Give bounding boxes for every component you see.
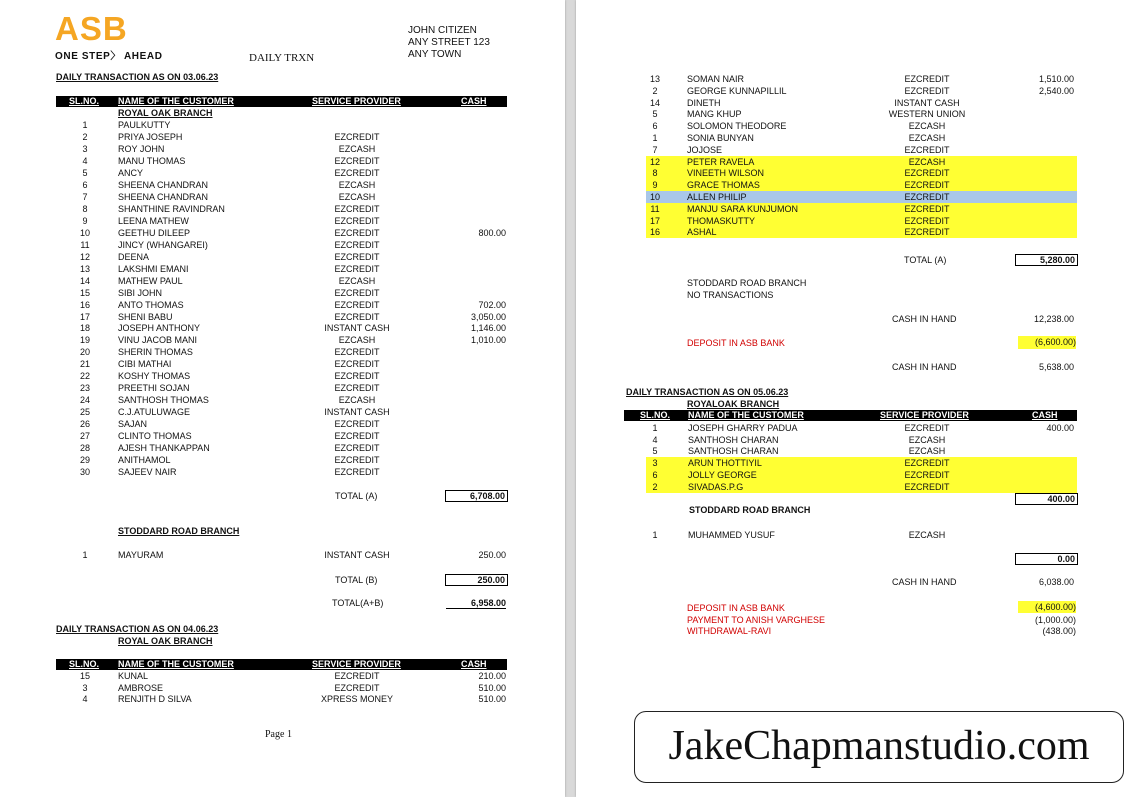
cell-name: MAYURAM [118,550,164,560]
cell-sl: 15 [79,671,90,681]
cell-sl: 30 [79,467,90,478]
table-row [0,203,565,215]
table-row [0,155,565,167]
cell-name: SAJEEV NAIR [118,467,177,478]
col-cash: CASH [461,96,487,106]
cell-provider: INSTANT CASH [324,407,390,418]
cell-sl: 1 [652,423,658,433]
cell-provider: XPRESS MONEY [320,694,394,704]
cell-provider: EZCREDIT [904,203,950,214]
cell-provider: EZCASH [908,133,946,143]
table-row [576,144,1139,156]
cell-cash: 1,010.00 [470,335,506,346]
col-provider: SERVICE PROVIDER [880,410,969,420]
table-header [56,96,507,107]
cell-sl: 18 [79,323,90,334]
cell-name: ANITHAMOL [118,455,171,466]
cell-sl: 2 [652,85,658,96]
cell-provider: EZCREDIT [334,443,380,454]
table-row [0,251,565,263]
cell-name: KOSHY THOMAS [118,371,191,382]
address-line: ANY STREET 123 [408,37,490,48]
cell-name: SANTHOSH CHARAN [688,434,779,445]
total-a-label: TOTAL (A) [904,255,947,265]
cell-sl: 26 [79,419,90,430]
cell-provider: EZCREDIT [904,144,950,155]
cell-name: THOMASKUTTY [687,215,756,226]
table-row [0,418,565,430]
table-row [0,430,565,442]
cell-provider: EZCREDIT [334,155,380,166]
cell-name: ANCY [118,167,144,178]
cell-provider: EZCREDIT [334,239,380,250]
cell-name: SHEENA CHANDRAN [118,191,209,202]
cell-provider: EZCREDIT [334,251,380,262]
document-page-1 [0,0,565,797]
table-row [576,73,1139,85]
no-transactions-note: NO TRANSACTIONS [687,290,774,300]
cell-sl: 19 [79,335,90,346]
cell-sl: 1 [652,530,658,540]
cell-provider: EZCREDIT [904,168,950,179]
cell-name: JOJOSE [687,144,723,155]
cell-sl: 29 [79,455,90,466]
cell-sl: 25 [79,407,90,418]
table-row [0,287,565,299]
total-a-value: 5,280.00 [1015,254,1078,266]
cell-name: CIBI MATHAI [118,359,172,370]
address-block [408,25,490,61]
total-a-value: 6,708.00 [445,490,508,502]
cell-sl: 9 [82,215,88,226]
day1-heading: DAILY TRANSACTION AS ON 03.06.23 [56,72,219,82]
table-row [576,97,1139,109]
table-row [646,226,1077,238]
cell-provider: EZCASH [338,335,376,346]
table-row [0,334,565,346]
cell-sl: 21 [79,359,90,370]
table-row [576,120,1139,132]
cell-sl: 16 [79,299,90,310]
table-row [0,358,565,370]
table-row [0,454,565,466]
cell-name: GRACE THOMAS [687,180,760,191]
cash-in-hand-label: CASH IN HAND [892,314,957,324]
cash-in-hand-value: 5,638.00 [1038,362,1074,372]
cell-sl: 7 [652,144,658,155]
branch-heading: ROYAL OAK BRANCH [118,108,213,118]
cell-name: MANG KHUP [687,109,742,120]
cell-name: ALLEN PHILIP [687,192,747,202]
col-name: NAME OF THE CUSTOMER [118,659,234,669]
table-row [576,422,1139,434]
cell-sl: 10 [79,227,90,238]
cell-sl: 9 [652,180,658,191]
cell-name: SHANTHINE RAVINDRAN [118,203,225,214]
table-row [0,275,565,287]
address-line: JOHN CITIZEN [408,25,477,36]
cell-sl: 24 [79,395,90,406]
cell-provider: EZCREDIT [334,215,380,226]
cell-sl: 12 [79,251,90,262]
cell-sl: 22 [79,371,90,382]
table-row [646,203,1077,215]
cell-provider: EZCREDIT [334,131,380,142]
cell-provider: EZCASH [338,395,376,406]
table-row [646,457,1077,469]
table-row [0,179,565,191]
cell-sl: 8 [82,203,88,214]
table-row [576,132,1139,144]
cell-provider: EZCASH [908,156,946,167]
cell-provider: EZCREDIT [904,192,950,202]
cell-name: SONIA BUNYAN [687,133,754,143]
cash-in-hand-value: 12,238.00 [1033,314,1074,324]
cell-cash: 400.00 [1046,423,1074,433]
table-row [0,370,565,382]
address-line: ANY TOWN [408,49,462,60]
col-name: NAME OF THE CUSTOMER [688,410,804,420]
cell-sl: 5 [82,167,88,178]
col-provider: SERVICE PROVIDER [312,659,401,669]
cell-name: SIBI JOHN [118,287,163,298]
cell-name: JOSEPH GHARRY PADUA [688,423,798,433]
table-row [0,346,565,358]
cell-sl: 1 [652,133,658,143]
table-row [0,167,565,179]
cell-cash: 800.00 [478,227,506,238]
cell-sl: 3 [82,143,88,154]
cell-name: ASHAL [687,227,717,238]
cell-provider: EZCREDIT [904,481,950,492]
deposit-value: (4,600.00) [1018,601,1076,613]
cell-name: SANTHOSH CHARAN [688,446,779,457]
cell-sl: 11 [650,203,660,214]
cell-name: SANTHOSH THOMAS [118,395,209,406]
table-row [646,469,1077,481]
cell-cash: 250.00 [478,550,506,560]
cell-provider: EZCREDIT [904,180,950,191]
table-row [0,227,565,239]
cell-sl: 10 [649,192,660,202]
total-b-value: 250.00 [445,574,508,586]
total-ab-label: TOTAL(A+B) [332,598,384,608]
table-row [576,85,1139,97]
cell-sl: 13 [79,263,90,274]
table-row [0,466,565,478]
branch-heading: ROYALOAK BRANCH [687,399,780,409]
cell-sl: 7 [82,191,88,202]
cell-name: ARUN THOTTIYIL [688,458,762,469]
table-row [576,445,1139,457]
cell-sl: 13 [649,74,660,84]
table-row [646,481,1077,493]
deposit-label: DEPOSIT IN ASB BANK [687,603,785,613]
table-row [0,239,565,251]
document-title: DAILY TRXN [249,52,315,64]
logo-word: ASB [55,10,128,47]
document-page-2 [576,0,1139,797]
cell-name: MATHEW PAUL [118,275,183,286]
cell-name: MANU THOMAS [118,155,186,166]
cell-sl: 4 [652,434,658,445]
cell-provider: EZCREDIT [334,203,380,214]
subtotal-value: 0.00 [1015,553,1078,565]
table-row [646,215,1077,227]
cell-sl: 5 [652,446,658,457]
cell-provider: EZCREDIT [334,419,380,430]
table-row [0,131,565,143]
cell-name: LEENA MATHEW [118,215,189,226]
cell-name: SHEENA CHANDRAN [118,179,209,190]
cell-provider: EZCASH [338,179,376,190]
cell-provider: EZCREDIT [334,455,380,466]
cell-name: PREETHI SOJAN [118,383,190,394]
cell-name: MANJU SARA KUNJUMON [687,203,799,214]
cell-cash: 510.00 [478,694,506,704]
table-row [0,549,565,561]
payment-label: PAYMENT TO ANISH VARGHESE [687,615,826,625]
table-row [0,442,565,454]
cell-cash: 702.00 [478,299,506,310]
cell-provider: EZCREDIT [334,371,380,382]
cell-provider: EZCREDIT [334,311,380,322]
col-sl: SL.NO. [69,659,100,669]
total-a-label: TOTAL (A) [335,491,378,501]
cell-provider: EZCREDIT [904,423,950,433]
cell-sl: 3 [82,682,88,693]
cell-provider: EZCREDIT [334,299,380,310]
table-row [646,191,1077,203]
cell-provider: EZCASH [908,446,946,457]
cell-provider: EZCREDIT [334,383,380,394]
deposit-label: DEPOSIT IN ASB BANK [687,338,785,348]
cell-sl: 2 [82,131,88,142]
cell-sl: 6 [652,469,658,480]
cell-name: VINU JACOB MANI [118,335,198,346]
cell-sl: 1 [82,120,88,130]
table-row [0,119,565,131]
cell-name: SOMAN NAIR [687,74,745,84]
cell-name: PETER RAVELA [687,156,755,167]
cell-sl: 6 [652,121,658,132]
cell-provider: EZCREDIT [334,359,380,370]
cell-cash: 510.00 [478,682,506,693]
cell-provider: EZCREDIT [334,431,380,442]
cell-provider: EZCASH [338,143,376,154]
cell-provider: EZCREDIT [904,215,950,226]
cell-provider: EZCREDIT [334,263,380,274]
cell-provider: EZCASH [338,275,376,286]
cell-sl: 15 [79,287,90,298]
cell-sl: 14 [649,97,660,108]
cell-name: LAKSHMI EMANI [118,263,189,274]
cell-sl: 14 [79,275,90,286]
branch-heading: STODDARD ROAD BRANCH [118,526,240,536]
cell-name: ROY JOHN [118,143,165,154]
cell-provider: WESTERN UNION [888,109,966,120]
cell-sl: 5 [652,109,658,120]
cell-cash: 3,050.00 [470,311,506,322]
table-row [0,693,565,705]
cell-provider: EZCREDIT [334,227,380,238]
cell-sl: 11 [80,239,90,250]
total-ab-value: 6,958.00 [446,598,506,609]
cell-provider: EZCREDIT [334,671,380,681]
cell-sl: 4 [82,155,88,166]
cell-provider: EZCREDIT [334,347,380,358]
logo-tagline: ONE STEP〉 AHEAD [55,51,163,62]
table-row [0,322,565,334]
page-number: Page 1 [265,729,292,740]
cell-sl: 4 [82,694,88,704]
table-row [646,167,1077,179]
cell-provider: INSTANT CASH [894,97,960,108]
col-sl: SL.NO. [640,410,671,420]
table-row [646,179,1077,191]
cell-provider: EZCREDIT [334,467,380,478]
table-row [0,191,565,203]
cell-sl: 17 [79,311,90,322]
cell-name: SIVADAS.P.G [688,481,744,492]
cell-provider: EZCREDIT [334,287,380,298]
cell-provider: EZCREDIT [904,458,950,469]
cell-name: KUNAL [118,671,149,681]
cell-provider: EZCASH [908,530,946,540]
table-row [576,529,1139,541]
table-row [0,263,565,275]
col-sl: SL.NO. [69,96,100,106]
table-row [576,108,1139,120]
cell-name: AMBROSE [118,682,164,693]
cell-sl: 8 [652,168,658,179]
table-row [0,382,565,394]
total-b-label: TOTAL (B) [335,575,378,585]
cell-provider: EZCREDIT [904,469,950,480]
cell-name: JOSEPH ANTHONY [118,323,201,334]
cell-provider: EZCASH [908,121,946,132]
cell-sl: 12 [649,156,660,167]
cell-name: PAULKUTTY [118,120,171,130]
cell-name: SHENI BABU [118,311,173,322]
table-row [0,215,565,227]
cell-provider: EZCREDIT [904,227,950,238]
payment-value: (1,000.00) [1034,615,1076,625]
table-row [0,406,565,418]
cash-in-hand-label: CASH IN HAND [892,362,957,372]
withdrawal-value: (438.00) [1042,626,1076,636]
asb-logo [55,10,163,62]
table-header [56,659,507,670]
cell-sl: 16 [649,227,660,238]
cell-cash: 1,510.00 [1038,74,1074,84]
cell-name: MUHAMMED YUSUF [688,530,775,540]
day2-heading: DAILY TRANSACTION AS ON 04.06.23 [56,624,219,634]
col-provider: SERVICE PROVIDER [312,96,401,106]
col-name: NAME OF THE CUSTOMER [118,96,234,106]
cell-name: VINEETH WILSON [687,168,765,179]
table-header [624,410,1077,421]
cell-cash: 2,540.00 [1038,85,1074,96]
cell-name: JOLLY GEORGE [688,469,757,480]
cell-sl: 28 [79,443,90,454]
cell-name: PRIYA JOSEPH [118,131,183,142]
subtotal-value: 400.00 [1015,493,1078,505]
cell-name: SAJAN [118,419,148,430]
branch-heading: STODDARD ROAD BRANCH [687,278,807,288]
branch-heading: STODDARD ROAD BRANCH [689,505,811,515]
cell-name: CLINTO THOMAS [118,431,192,442]
cell-provider: INSTANT CASH [324,323,390,334]
cell-name: C.J.ATULUWAGE [118,407,191,418]
cell-sl: 23 [79,383,90,394]
cell-name: RENJITH D SILVA [118,694,192,704]
cell-name: GEETHU DILEEP [118,227,191,238]
deposit-value: (6,600.00) [1018,336,1076,349]
cell-provider: EZCREDIT [334,682,380,693]
cell-provider: EZCREDIT [334,167,380,178]
cell-name: GEORGE KUNNAPILLIL [687,85,787,96]
cell-provider: EZCASH [338,191,376,202]
table-row [646,156,1077,168]
cell-name: JINCY (WHANGAREI) [118,239,208,250]
cell-cash: 210.00 [478,671,506,681]
col-cash: CASH [461,659,487,669]
cell-name: SHERIN THOMAS [118,347,193,358]
withdrawal-label: WITHDRAWAL-RAVI [687,626,772,636]
cell-sl: 20 [79,347,90,358]
watermark-badge: JakeChapmanstudio.com [634,711,1124,783]
col-cash: CASH [1032,410,1058,420]
table-row [576,434,1139,446]
cell-sl: 17 [649,215,660,226]
cell-provider: INSTANT CASH [324,550,390,560]
cell-provider: EZCASH [908,434,946,445]
cell-provider: EZCREDIT [904,85,950,96]
cell-name: DINETH [687,97,721,108]
table-row [0,394,565,406]
table-row [0,143,565,155]
cell-name: ANTO THOMAS [118,299,184,310]
cell-name: SOLOMON THEODORE [687,121,787,132]
cell-name: AJESH THANKAPPAN [118,443,210,454]
cell-sl: 6 [82,179,88,190]
cell-cash: 1,146.00 [470,323,506,334]
cash-in-hand-value: 6,038.00 [1038,577,1074,587]
cell-name: DEENA [118,251,150,262]
table-row [0,311,565,323]
cell-sl: 2 [652,481,658,492]
day3-heading: DAILY TRANSACTION AS ON 05.06.23 [626,387,789,397]
branch-heading: ROYAL OAK BRANCH [118,636,213,646]
cell-provider: EZCREDIT [904,74,950,84]
cell-sl: 27 [79,431,90,442]
table-row [0,682,565,694]
cash-in-hand-label: CASH IN HAND [892,577,957,587]
table-row [0,670,565,682]
cell-sl: 1 [82,550,88,560]
cell-sl: 3 [652,458,658,469]
table-row [0,299,565,311]
